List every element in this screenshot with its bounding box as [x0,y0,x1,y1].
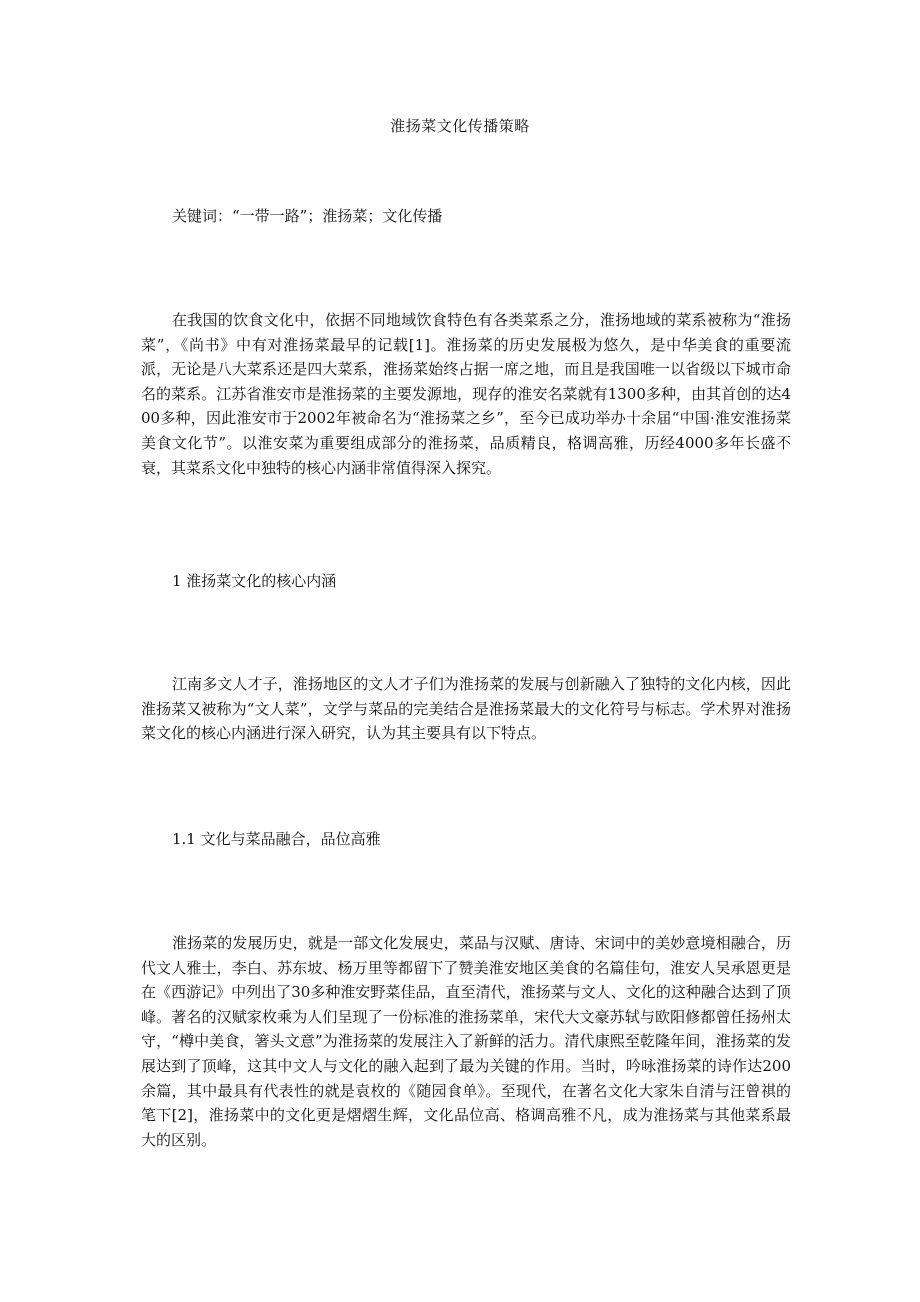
section-heading-1: 1 淮扬菜文化的核心内涵 [172,572,337,590]
section-heading-1-1: 1.1 文化与菜品融合，品位高雅 [172,830,381,848]
body-paragraph-section-1-1: 淮扬菜的发展历史，就是一部文化发展史，菜品与汉赋、唐诗、宋词中的美妙意境相融合，历代文人雅士，李白、苏东坡、杨万里等都留下了赞美淮安地区美食的名篇佳句，淮安人吴承恩更是在《西游记》中列出了30多种淮安野菜佳品，直至清代，淮扬菜与文人、文化的这种融合达到了顶峰。著名的汉赋家枚乘为人们呈现了一份标准的淮扬菜单，宋代大文豪苏轼与欧阳修都曾任扬州太守，“樽中美食，箸头文意”为淮扬菜的发展注入了新鲜的活力。清代康熙至乾隆年间，淮扬菜的发展达到了顶峰，这其中文人与文化的融入起到了最为关键的作用。当时，吟咏淮扬菜的诗作达200余篇，其中最具有代表性的就是袁枚的《随园食单》。至现代，在著名文化大家朱自清与汪曾祺的笔下[2]，淮扬菜中的文化更是熠熠生辉，文化品位高、格调高雅不凡，成为淮扬菜与其他菜系最大的区别。 [141,934,791,1149]
body-paragraph-intro: 在我国的饮食文化中，依据不同地域饮食特色有各类菜系之分，淮扬地域的菜系被称为“淮扬菜”，《尚书》中有对淮扬菜最早的记载[1]。淮扬菜的历史发展极为悠久，是中华美食的重要流派，无论是八大菜系还是四大菜系，淮扬菜始终占据一席之地，而且是我国唯一以省级以下城市命名的菜系。江苏省淮安市是淮扬菜的主要发源地，现存的淮安名菜就有1300多种，由其首创的达400多种，因此淮安市于2002年被命名为“淮扬菜之乡”，至今已成功举办十余届“中国·淮安淮扬菜美食文化节”。以淮安菜为重要组成部分的淮扬菜，品质精良，格调高雅，历经4000多年长盛不衰，其菜系文化中独特的核心内涵非常值得深入探究。 [141,311,791,477]
document-title: 淮扬菜文化传播策略 [390,117,530,135]
keywords-line: 关键词：“一带一路”；淮扬菜；文化传播 [172,207,443,225]
body-paragraph-section-1: 江南多文人才子，淮扬地区的文人才子们为淮扬菜的发展与创新融入了独特的文化内核，因此淮扬菜又被称为“文人菜”，文学与菜品的完美结合是淮扬菜最大的文化符号与标志。学术界对淮扬菜文化的核心内涵进行深入研究，认为其主要具有以下特点。 [141,675,791,743]
